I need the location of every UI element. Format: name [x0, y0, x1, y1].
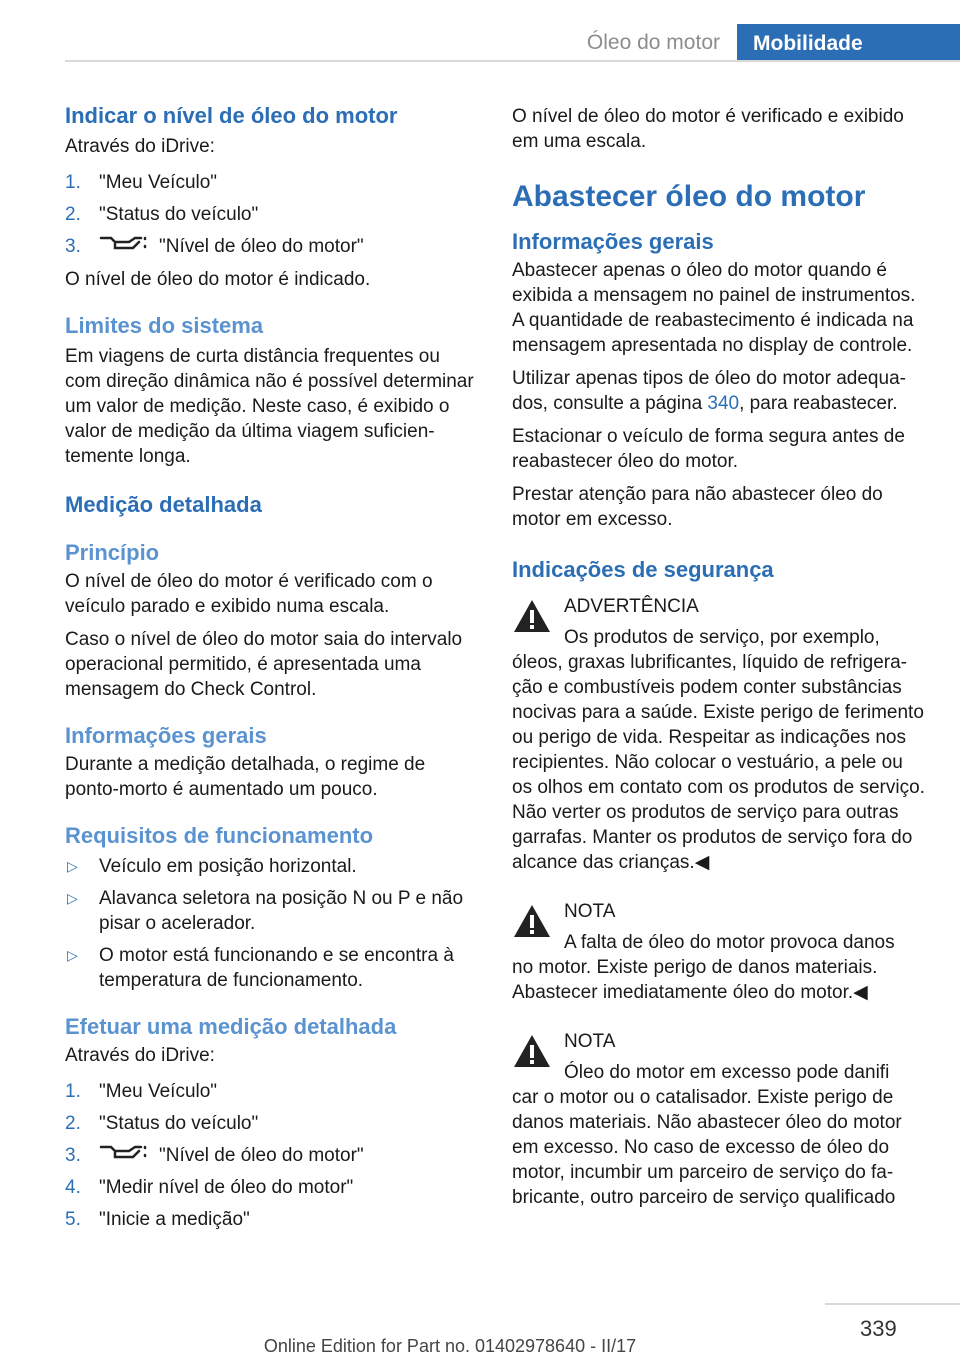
triangle-bullet-icon: ▷ [67, 890, 78, 906]
section-title-efetuar: Efetuar uma medição detalhada [65, 1014, 397, 1039]
list-number: 1. [65, 172, 81, 193]
warning-block [512, 594, 927, 875]
notice-first-line: Óleo do motor em excesso pode danifi [564, 1062, 890, 1083]
warning-text: óleos, graxas lubrificantes, líquido de refrigeração e combustíveis podem conter substâncias nocivas para a saúde. Existe perigo de ferimento ou perigo de vida. Respeitar as indicações nos recipientes. Não colocar o vestuário, a pele ou os olhos em contato com os produtos de serviço. Não verter os produtos de serviço para outras garrafas. Manter os produtos de serviço fora do alcance das crianças.◀ [512, 652, 925, 873]
section-title-info: Informações gerais [65, 723, 267, 748]
list-item [65, 231, 480, 263]
notice-text: no motor. Existe perigo de danos materiais. Abastecer imediatamente óleo do motor.◀ [512, 957, 878, 1003]
right-text-3: Estacionar o veículo de forma segura antes de reabastecer óleo do motor. [512, 426, 905, 472]
requirements-list [65, 854, 480, 993]
header-rule [65, 60, 960, 62]
list-item: 2. "Status do veículo" [65, 1108, 480, 1140]
section-title-indicar: Indicar o nível de óleo do motor [65, 103, 398, 128]
list-item: ▷ O motor está funcionando e se encontra à temperatura de funcionamento. [67, 945, 454, 991]
notice-block [512, 1029, 927, 1210]
page-number: 339 [860, 1316, 897, 1341]
notice-label: NOTA [564, 1031, 616, 1052]
page-link-340[interactable]: 340 [707, 393, 740, 414]
oil-dipstick-icon [99, 1140, 151, 1172]
right-text-1: Abastecer apenas o óleo do motor quando é exibida a mensagem no painel de instrumentos. A quantidade de reabastecimento é indicada na mensagem apresentada no display de controle. [512, 260, 916, 356]
list-item: 1. "Meu Veículo" [65, 1076, 480, 1108]
list-number: 5. [65, 1209, 81, 1230]
list-number: 2. [65, 204, 81, 225]
list-number: 4. [65, 1177, 81, 1198]
right-column [512, 100, 927, 1210]
footer-rule [825, 1303, 960, 1305]
list-item: 4. "Medir nível de óleo do motor" [65, 1172, 480, 1204]
list-item [65, 167, 480, 199]
oil-dipstick-icon [99, 231, 151, 263]
info-text: Durante a medição detalhada, o regime de ponto-morto é aumentado um pouco. [65, 754, 426, 800]
section-title-medicao: Medição detalhada [65, 492, 262, 517]
list-number: 3. [65, 1145, 81, 1166]
header-section-title: Óleo do motor [586, 31, 720, 54]
list-number: 1. [65, 1081, 81, 1102]
notice-block [512, 899, 927, 1005]
section-title-info-right: Informações gerais [512, 229, 714, 254]
section-title-seguranca: Indicações de segurança [512, 557, 774, 582]
header-tab-mobilidade[interactable]: Mobilidade [737, 24, 960, 62]
notice-label: NOTA [564, 901, 616, 922]
warning-triangle-icon [512, 1033, 552, 1076]
section-title-requisitos: Requisitos de funcionamento [65, 823, 374, 848]
notice-text: car o motor ou o catalisador. Existe perigo de danos materiais. Não abastecer óleo do motor em excesso. No caso de excesso de óleo do motor, incumbir um parceiro de serviço do fabricante, outro parceiro de serviço qualificado [512, 1087, 902, 1208]
list-item [65, 199, 480, 231]
triangle-bullet-icon: ▷ [67, 947, 78, 963]
via-idrive-text-2: Através do iDrive: [65, 1045, 215, 1066]
principio-text-1: O nível de óleo do motor é verificado com o veículo parado e exibido numa escala. [65, 571, 433, 617]
step-text: "Status do veículo" [99, 204, 259, 225]
steps-list-2 [65, 1076, 480, 1236]
section-title-abastecer: Abastecer óleo do motor [512, 180, 866, 213]
step-text: "Nível de óleo do motor" [159, 236, 364, 258]
warning-first-line: Os produtos de serviço, por exemplo, [564, 627, 880, 648]
list-item: ▷ Veículo em posição horizontal. [67, 856, 357, 877]
list-item: ▷ Alavanca seletora na posição N ou P e não pisar o acelerador. [67, 888, 464, 934]
left-column [65, 100, 480, 1236]
via-idrive-text: Através do iDrive: [65, 136, 215, 157]
notice-first-line: A falta de óleo do motor provoca danos [564, 932, 895, 953]
warning-label: ADVERTÊNCIA [564, 596, 699, 617]
principio-text-2: Caso o nível de óleo do motor saia do intervalo operacional permitido, é apresentada uma mensagem do Check Control. [65, 629, 463, 700]
list-item: 5. "Inicie a medição" [65, 1204, 480, 1236]
list-number: 3. [65, 236, 81, 257]
right-text-4: Prestar atenção para não abastecer óleo do motor em excesso. [512, 484, 883, 530]
right-text-2: Utilizar apenas tipos de óleo do motor adequados, consulte a página 340, para reabastecer. [512, 368, 906, 414]
indicated-text: O nível de óleo do motor é indicado. [65, 269, 371, 290]
warning-triangle-icon [512, 598, 552, 641]
list-number: 2. [65, 1113, 81, 1134]
step-text: "Meu Veículo" [99, 172, 218, 193]
list-item: 3. "Nível de óleo do motor" [65, 1140, 480, 1172]
steps-list-1 [65, 167, 480, 263]
section-title-principio: Princípio [65, 540, 160, 565]
intro-text: O nível de óleo do motor é verificado e exibido em uma escala. [512, 106, 904, 152]
edition-footer: Online Edition for Part no. 01402978640 - II/17 [263, 1336, 637, 1356]
warning-triangle-icon [512, 903, 552, 946]
section-title-limites: Limites do sistema [65, 313, 264, 338]
triangle-bullet-icon: ▷ [67, 858, 78, 874]
limites-text: Em viagens de curta distância frequentes ou com direção dinâmica não é possível determinar um valor de medição. Neste caso, é exibido o valor de medição da última viagem suficientemente longa. [65, 346, 474, 467]
